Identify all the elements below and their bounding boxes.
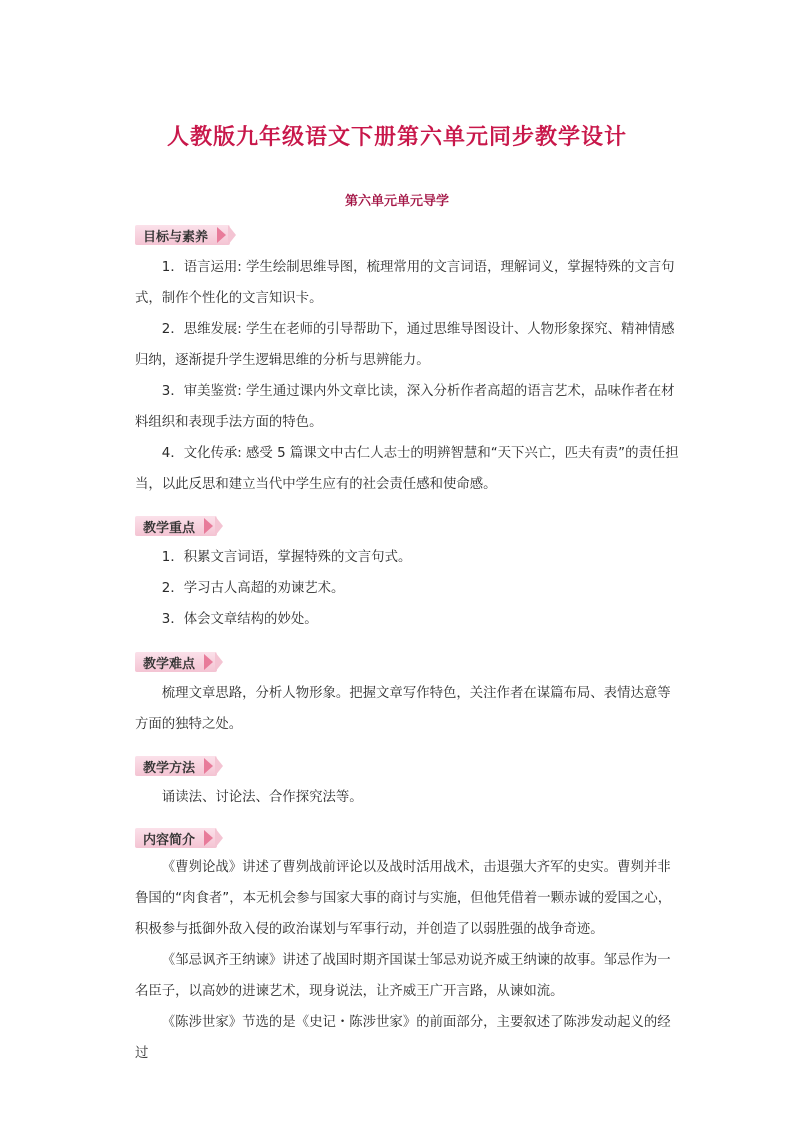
list-item: 3．体会文章结构的妙处。 <box>161 612 318 627</box>
document-title: 人教版九年级语文下册第六单元同步教学设计 <box>166 124 627 150</box>
paragraph: 《曹刿论战》讲述了曹刿战前评论以及战时活用战术，击退强大齐军的史实。曹刿并非鲁国的“肉食者”，本无机会参与国家大事的商讨与实施，但他凭借着一颗赤诚的爱国之心，积极参与抵御外敌入侵的政治谋划与军事行动，并创造了以弱胜强的战争奇迹。 <box>135 860 672 937</box>
document-subtitle: 第六单元单元导学 <box>344 194 449 209</box>
difficulties-section <box>112 652 684 740</box>
section-heading-label: 内容简介 <box>143 832 196 848</box>
list-item: 3．审美鉴赏: 学生通过课内外文章比读，深入分析作者高超的语言艺术，品味作者在材料组织和表现手法方面的特色。 <box>135 384 675 430</box>
arrow-right-icon <box>217 227 226 243</box>
tag-tail-icon <box>228 225 236 245</box>
content-section <box>112 828 684 1069</box>
arrow-right-icon <box>204 830 213 846</box>
tag-tail-icon <box>215 828 223 848</box>
paragraph: 《陈涉世家》节选的是《史记・陈涉世家》的前面部分，主要叙述了陈涉发动起义的经过 <box>135 1015 671 1061</box>
arrow-right-icon <box>204 758 213 774</box>
key-points-section <box>112 516 684 635</box>
section-heading-label: 目标与素养 <box>143 229 209 245</box>
key-points-list <box>112 542 684 635</box>
tag-tail-icon <box>215 756 223 776</box>
list-item: 1．积累文言词语，掌握特殊的文言句式。 <box>161 550 412 565</box>
arrow-right-icon <box>204 654 213 670</box>
section-heading-key-points <box>135 516 217 536</box>
goals-section <box>112 225 684 500</box>
list-item: 1．语言运用: 学生绘制思维导图，梳理常用的文言词语，理解词义，掌握特殊的文言句式，制作个性化的文言知识卡。 <box>135 260 675 306</box>
difficulties-body <box>112 678 684 740</box>
tag-tail-icon <box>215 516 223 536</box>
section-heading-difficulties <box>135 652 217 672</box>
paragraph: 《邹忌讽齐王纳谏》讲述了战国时期齐国谋士邹忌劝说齐威王纳谏的故事。邹忌作为一名臣子，以高妙的进谏艺术，现身说法，让齐威王广开言路，从谏如流。 <box>135 953 671 999</box>
paragraph: 诵读法、讨论法、合作探究法等。 <box>161 790 363 805</box>
arrow-right-icon <box>204 518 213 534</box>
section-heading-content <box>135 828 217 848</box>
list-item: 2．学习古人高超的劝谏艺术。 <box>161 581 345 596</box>
paragraph: 梳理文章思路，分析人物形象。把握文章写作特色，关注作者在谋篇布局、表情达意等方面的独特之处。 <box>135 686 671 732</box>
methods-body <box>112 782 684 813</box>
section-heading-label: 教学重点 <box>143 520 196 536</box>
section-heading-label: 教学难点 <box>143 656 196 672</box>
section-heading-goals <box>135 225 230 245</box>
goals-list <box>112 252 684 500</box>
methods-section <box>112 756 684 813</box>
list-item: 4．文化传承: 感受 5 篇课文中古仁人志士的明辨智慧和“天下兴亡，匹夫有责”的责任担当，以此反思和建立当代中学生应有的社会责任感和使命感。 <box>135 446 679 492</box>
content-body <box>112 852 684 1069</box>
section-heading-label: 教学方法 <box>143 760 196 776</box>
section-heading-methods <box>135 756 217 776</box>
list-item: 2．思维发展: 学生在老师的引导帮助下，通过思维导图设计、人物形象探究、精神情感归纳，逐渐提升学生逻辑思维的分析与思辨能力。 <box>135 322 675 368</box>
tag-tail-icon <box>215 652 223 672</box>
